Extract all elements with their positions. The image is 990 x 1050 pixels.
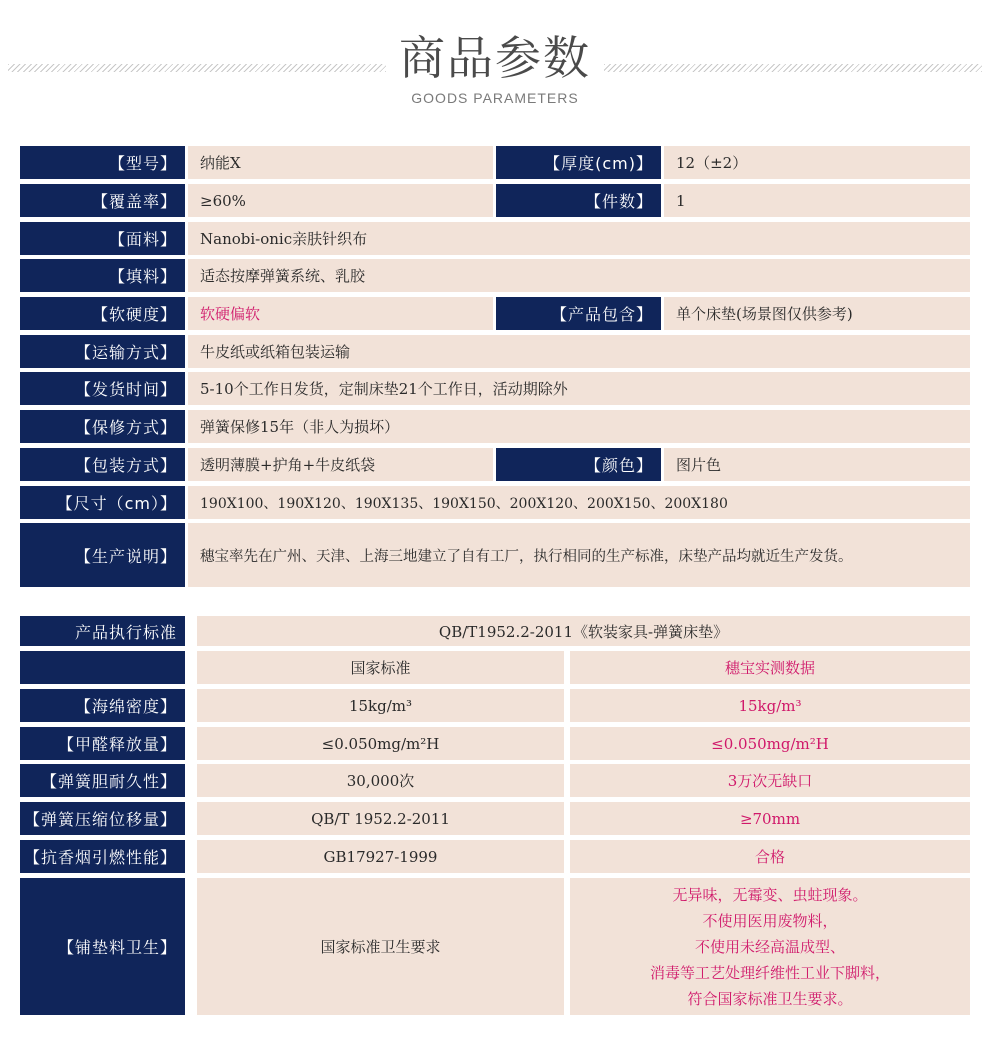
standard-row-measured: ≥70mm bbox=[570, 802, 970, 835]
coverage-label: 【覆盖率】 bbox=[20, 184, 185, 217]
page-subtitle: GOODS PARAMETERS bbox=[411, 90, 579, 106]
warranty-value: 弹簧保修15年（非人为损坏） bbox=[188, 410, 970, 443]
packing-label: 【包装方式】 bbox=[20, 448, 185, 481]
warranty-label: 【保修方式】 bbox=[20, 410, 185, 443]
standard-row-measured: 15kg/m³ bbox=[570, 689, 970, 722]
standard-row-label: 【海绵密度】 bbox=[20, 689, 185, 722]
col-measured-header: 穗宝实测数据 bbox=[570, 651, 970, 684]
hygiene-line: 不使用未经高温成型、 bbox=[694, 937, 845, 956]
standard-row-national: 30,000次 bbox=[197, 764, 564, 797]
standard-row-label: 【弹簧压缩位移量】 bbox=[20, 802, 185, 835]
header-blank-cell bbox=[20, 651, 185, 684]
fabric-value: Nanobi-onic亲肤针织布 bbox=[188, 222, 970, 255]
standard-value: QB/T1952.2-2011《软装家具-弹簧床垫》 bbox=[197, 616, 970, 646]
hygiene-line: 无异味，无霉变、虫蛀现象。 bbox=[672, 885, 868, 904]
hygiene-line: 不使用医用废物料， bbox=[702, 911, 838, 930]
size-label: 【尺寸（cm）】 bbox=[20, 486, 185, 519]
page-header bbox=[0, 0, 990, 120]
filling-label: 【填料】 bbox=[20, 259, 185, 292]
includes-value: 单个床垫(场景图仅供参考) bbox=[664, 297, 970, 330]
shipping-value: 牛皮纸或纸箱包装运输 bbox=[188, 335, 970, 368]
hardness-value: 软硬偏软 bbox=[188, 297, 493, 330]
model-label: 【型号】 bbox=[20, 146, 185, 179]
hygiene-label: 【铺垫料卫生】 bbox=[20, 878, 185, 1015]
standard-row-label: 【抗香烟引燃性能】 bbox=[20, 840, 185, 873]
hygiene-line: 符合国家标准卫生要求。 bbox=[687, 989, 853, 1008]
model-value: 纳能X bbox=[188, 146, 493, 179]
standard-row-national: QB/T 1952.2-2011 bbox=[197, 802, 564, 835]
standard-label: 产品执行标准 bbox=[20, 616, 185, 646]
standard-row-measured: ≤0.050mg/m²H bbox=[570, 727, 970, 760]
pieces-label: 【件数】 bbox=[496, 184, 661, 217]
production-label: 【生产说明】 bbox=[20, 523, 185, 587]
col-national-header: 国家标准 bbox=[197, 651, 564, 684]
coverage-value: ≥60% bbox=[188, 184, 493, 217]
standard-row-label: 【甲醛释放量】 bbox=[20, 727, 185, 760]
color-value: 图片色 bbox=[664, 448, 970, 481]
packing-value: 透明薄膜+护角+牛皮纸袋 bbox=[188, 448, 493, 481]
filling-value: 适态按摩弹簧系统、乳胶 bbox=[188, 259, 970, 292]
pieces-value: 1 bbox=[664, 184, 970, 217]
standard-row-national: ≤0.050mg/m²H bbox=[197, 727, 564, 760]
delivery-value: 5-10个工作日发货，定制床垫21个工作日，活动期除外 bbox=[188, 372, 970, 405]
standard-row-national: 15kg/m³ bbox=[197, 689, 564, 722]
shipping-label: 【运输方式】 bbox=[20, 335, 185, 368]
hygiene-national: 国家标准卫生要求 bbox=[197, 878, 564, 1015]
standard-row-measured: 3万次无缺口 bbox=[570, 764, 970, 797]
standard-row-label: 【弹簧胆耐久性】 bbox=[20, 764, 185, 797]
fabric-label: 【面料】 bbox=[20, 222, 185, 255]
hygiene-line: 消毒等工艺处理纤维性工业下脚料， bbox=[649, 963, 890, 982]
size-value: 190X100、190X120、190X135、190X150、200X120、200X150、200X180 bbox=[188, 486, 970, 519]
hardness-label: 【软硬度】 bbox=[20, 297, 185, 330]
page-title: 商品参数 bbox=[399, 31, 591, 85]
hygiene-measured bbox=[570, 878, 970, 1015]
includes-label: 【产品包含】 bbox=[496, 297, 661, 330]
color-label: 【颜色】 bbox=[496, 448, 661, 481]
standard-row-national: GB17927-1999 bbox=[197, 840, 564, 873]
delivery-label: 【发货时间】 bbox=[20, 372, 185, 405]
thickness-value: 12（±2） bbox=[664, 146, 970, 179]
production-value: 穗宝率先在广州、天津、上海三地建立了自有工厂，执行相同的生产标准，床垫产品均就近生产发货。 bbox=[188, 523, 970, 587]
standard-row-measured: 合格 bbox=[570, 840, 970, 873]
thickness-label: 【厚度(cm)】 bbox=[496, 146, 661, 179]
